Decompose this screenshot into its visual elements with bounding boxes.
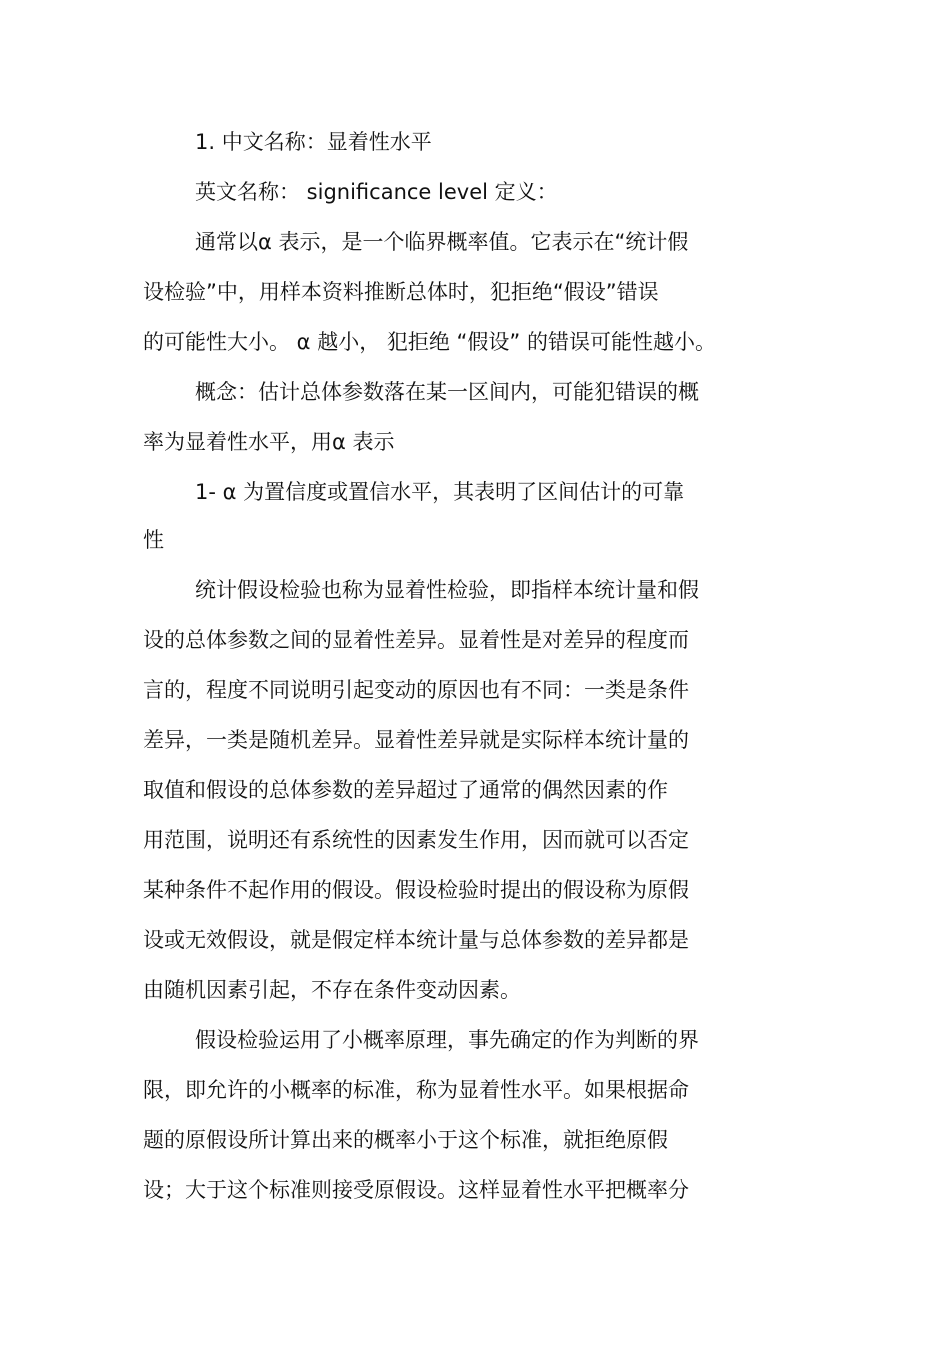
paragraph-line: 率为显着性水平，用α 表示: [143, 430, 395, 454]
english-name-line: 英文名称： significance level 定义：: [195, 180, 558, 204]
paragraph-line: 限，即允许的小概率的标准，称为显着性水平。如果根据命: [143, 1078, 689, 1102]
paragraph-line: 统计假设检验也称为显着性检验，即指样本统计量和假: [195, 578, 699, 602]
paragraph-line: 差异，一类是随机差异。显着性差异就是实际样本统计量的: [143, 728, 689, 752]
paragraph-line: 设或无效假设，就是假定样本统计量与总体参数的差异都是: [143, 928, 689, 952]
paragraph-line: 概念：估计总体参数落在某一区间内，可能犯错误的概: [195, 380, 699, 404]
paragraph-line: 设；大于这个标准则接受原假设。这样显着性水平把概率分: [143, 1178, 689, 1202]
paragraph-line: 设的总体参数之间的显着性差异。显着性是对差异的程度而: [143, 628, 689, 652]
paragraph-line: 假设检验运用了小概率原理，事先确定的作为判断的界: [195, 1028, 699, 1052]
paragraph-line: 1- α 为置信度或置信水平，其表明了区间估计的可靠: [195, 480, 685, 504]
paragraph-line: 用范围，说明还有系统性的因素发生作用，因而就可以否定: [143, 828, 689, 852]
paragraph-line: 某种条件不起作用的假设。假设检验时提出的假设称为原假: [143, 878, 689, 902]
paragraph-line: 言的，程度不同说明引起变动的原因也有不同：一类是条件: [143, 678, 689, 702]
paragraph-line: 取值和假设的总体参数的差异超过了通常的偶然因素的作: [143, 778, 668, 802]
heading-term: 1. 中文名称：显着性水平: [195, 130, 432, 154]
paragraph-line: 性: [143, 528, 164, 552]
paragraph-line: 通常以α 表示，是一个临界概率值。它表示在“统计假: [195, 230, 689, 254]
paragraph-line: 题的原假设所计算出来的概率小于这个标准，就拒绝原假: [143, 1128, 668, 1152]
paragraph-line: 由随机因素引起，不存在条件变动因素。: [143, 978, 521, 1002]
paragraph-line: 的可能性大小。 α 越小， 犯拒绝 “假设” 的错误可能性越小。: [143, 330, 716, 354]
paragraph-line: 设检验”中，用样本资料推断总体时，犯拒绝“假设”错误: [143, 280, 659, 304]
